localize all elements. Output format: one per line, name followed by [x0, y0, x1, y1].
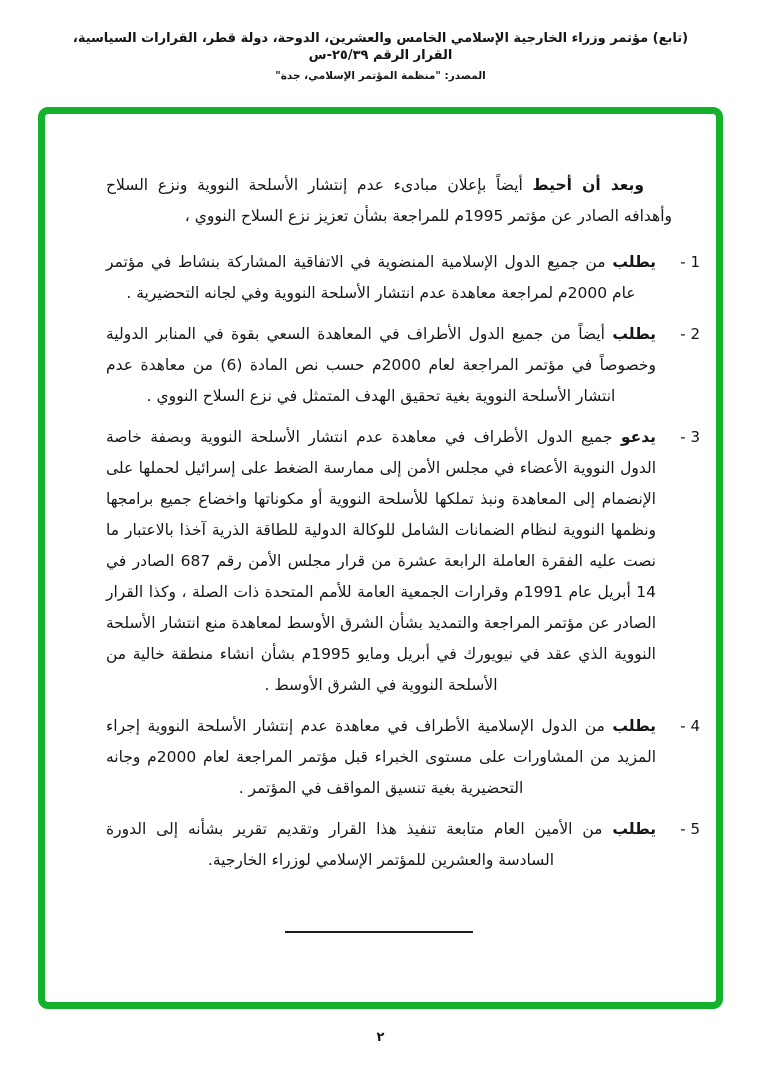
resolution-clause-3 — [106, 422, 700, 701]
resolution-clause-1 — [106, 247, 700, 309]
clause-text — [106, 711, 656, 804]
intro-text: أيضاً بإعلان مبادىء عدم إنتشار الأسلحة النووية ونزع السلاح وأهدافه الصادر عن مؤتمر 1995م للمراجعة بشأن تعزيز نزع السلاح النووي ، — [106, 176, 672, 225]
clause-body-text: من الأمين العام متابعة تنفيذ هذا القرار وتقديم تقرير بشأنه إلى الدورة السادسة والعشرين للمؤتمر الإسلامي لوزراء الخارجية. — [106, 820, 603, 869]
resolution-clause-4 — [106, 711, 700, 804]
clause-text — [106, 247, 656, 309]
resolution-clause-2 — [106, 319, 700, 412]
clause-text — [106, 319, 656, 412]
document-header-title: (تابع) مؤتمر وزراء الخارجية الإسلامي الخامس والعشرين، الدوحة، دولة قطر، القرارات السياسية، القرار الرقم ٢٥/٣٩-س — [72, 31, 689, 63]
resolution-clause-5 — [106, 814, 700, 876]
intro-lead-bold: وبعد أن أحيط — [532, 176, 644, 194]
document-source-line: المصدر: "منظمة المؤتمر الإسلامي، جدة" — [275, 70, 486, 82]
resolution-content — [45, 114, 716, 1002]
intro-paragraph — [106, 170, 672, 232]
separator-line — [285, 931, 473, 933]
clause-number: 2 - — [680, 325, 700, 343]
clause-body-text: جميع الدول الأطراف في معاهدة عدم انتشار الأسلحة النووية وبصفة خاصة الدول النووية الأعضاء في مجلس الأمن إلى ممارسة الضغط على إسرائيل لحملها على الإنضمام إلى المعاهدة ونبذ تملكها للأسلحة النووية أو مكوناتها واخضاع جميع برامجها ونظمها النووية لنظام الضمانات الشامل للوكالة الدولية للطاقة الذرية آخذا بالاعتبار ما نصت عليه الفقرة العاملة الرابعة عشرة من قرار مجلس الأمن رقم 687 الصادر في 14 أبريل عام 1991م وقرارات الجمعية العامة للأمم المتحدة ذات الصلة ، وكذا القرار الصادر عن مؤتمر المراجعة والتمديد بشأن الشرق الأوسط لمعاهدة منع انتشار الأسلحة النووية الذي عقد في نيويورك في أبريل ومايو 1995م بشأن انشاء منطقة خالية من الأسلحة النووية في الشرق الأوسط . — [106, 428, 656, 694]
clause-keyword: يطلب — [612, 253, 656, 271]
clause-keyword: يدعو — [620, 428, 656, 446]
green-frame — [38, 107, 723, 1009]
clause-body-text: من الدول الإسلامية الأطراف في معاهدة عدم إنتشار الأسلحة النووية إجراء المزيد من المشاورات على مستوى الخبراء قبل مؤتمر المراجعة لعام 2000م وجانه التحضيرية بغية تنسيق المواقف في المؤتمر . — [106, 717, 657, 797]
clause-keyword: يطلب — [612, 717, 656, 735]
clause-number: 1 - — [680, 253, 700, 271]
clause-text — [106, 814, 656, 876]
document-header — [0, 30, 761, 82]
page-number: ٢ — [376, 1030, 385, 1045]
clause-body-text: أيضاً من جميع الدول الأطراف في المعاهدة السعي بقوة في المنابر الدولية وخصوصاً في مؤتمر المراجعة لعام 2000م حسب نص المادة (6) من معاهدة عدم انتشار الأسلحة النووية بغية تحقيق الهدف المتمثل في نزع السلاح النووي . — [106, 325, 656, 405]
clause-keyword: يطلب — [612, 820, 657, 838]
clause-keyword: يطلب — [612, 325, 656, 343]
clause-body-text: من جميع الدول الإسلامية المنضوية في الاتفاقية المشاركة بنشاط في مؤتمر عام 2000م لمراجعة معاهدة عدم انتشار الأسلحة النووية وفي لجانه التحضيرية . — [106, 253, 636, 302]
clause-number: 4 - — [680, 717, 700, 735]
clause-number: 3 - — [680, 428, 700, 446]
clause-text — [106, 422, 656, 701]
clause-number: 5 - — [680, 820, 700, 838]
